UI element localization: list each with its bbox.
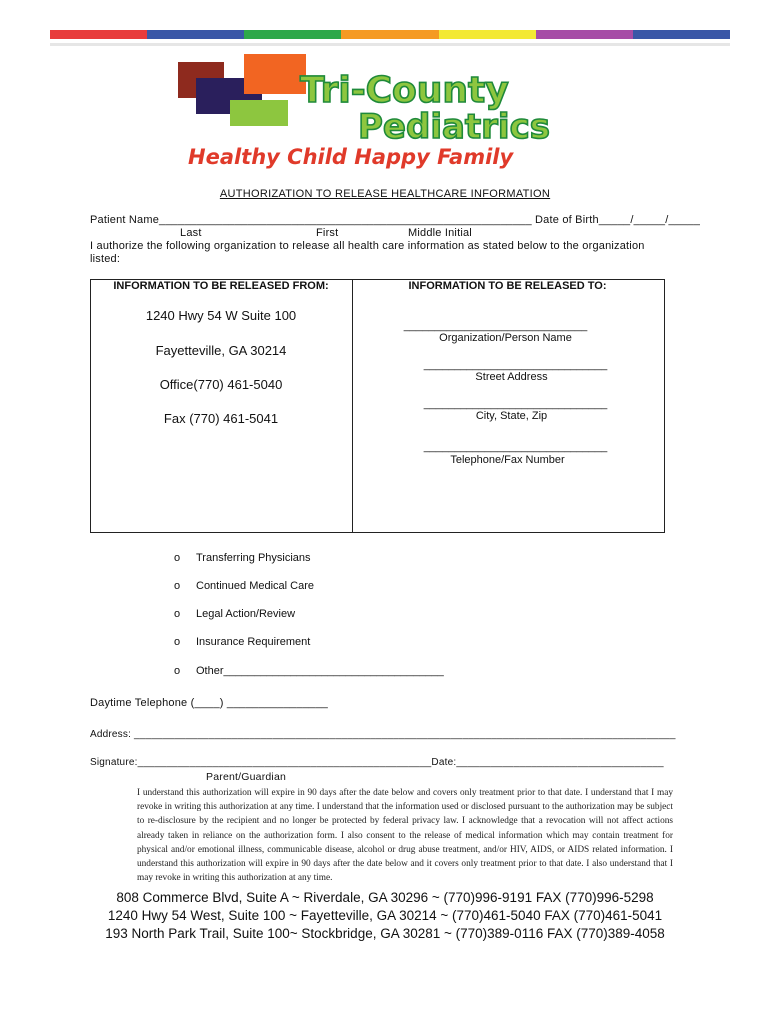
authorization-disclaimer: I understand this authorization will expire in 90 days after the date below and covers only treatment prior to that date. I understand that I may revoke in writing this authorization at any time. I understand that the information used or disclosed pursuant to the authorization may be subject to re-disclosure by the recipient and no longer be protected by federal privacy law. I acknowledge that a revocation will not affect actions already taken in reliance on the authorization form. I also consent to the release of medical information which may contain treatment for physical and/or emotional illness, communicable disease, alcohol or drug abuse treatment, and/or HIV, AIDS, or AIDS related information. I understand this authorization will expire in 90 days after the date below and it covers only treatment prior to that date. I also understand that I may revoke in writing this authorization at any time. — [137, 788, 673, 884]
patient-name-field[interactable]: Patient Name___________________________________________________________ Date of Birth_____/_____/_____ — [90, 214, 701, 226]
purpose-option-other[interactable]: Other____________________________________ — [196, 665, 444, 677]
purpose-option: Transferring Physicians — [196, 552, 311, 564]
released-to-city-label: City, State, Zip — [475, 410, 548, 422]
purpose-marker[interactable]: o — [174, 580, 181, 592]
released-from-office: Office(770) 461-5040 — [159, 377, 283, 392]
name-label-last: Last — [180, 227, 202, 239]
released-from-heading: INFORMATION TO BE RELEASED FROM: — [113, 280, 329, 292]
released-to-heading: INFORMATION TO BE RELEASED TO: — [408, 280, 607, 292]
parent-guardian-label: Parent/Guardian — [206, 771, 287, 783]
stripe-segment-orange — [341, 30, 438, 39]
stripe-segment-blue-2 — [633, 30, 730, 39]
released-to-street-blank[interactable]: ______________________________ — [423, 359, 608, 371]
logo-square-green — [230, 100, 288, 126]
signature-date-field[interactable]: Signature:___________________________________________________Date:____________________________________ — [90, 757, 664, 768]
released-from-fax: Fax (770) 461-5041 — [163, 411, 279, 426]
daytime-telephone-field[interactable]: Daytime Telephone (____) ________________ — [90, 697, 328, 709]
stripe-segment-blue — [147, 30, 244, 39]
purpose-option: Legal Action/Review — [196, 608, 296, 620]
authorize-statement-line1: I authorize the following organization to release all health care information as stated below to the organization — [90, 240, 645, 252]
released-to-phone-label: Telephone/Fax Number — [450, 454, 565, 466]
name-label-first: First — [316, 227, 339, 239]
released-to-street-label: Street Address — [475, 371, 548, 383]
footer-address-stockbridge: 193 North Park Trail, Suite 100~ Stockbridge, GA 30281 ~ (770)389-0116 FAX (770)389-4058 — [105, 926, 665, 941]
released-to-org-label: Organization/Person Name — [439, 332, 572, 344]
name-label-middle: Middle Initial — [408, 227, 472, 239]
authorize-statement-line2: listed: — [90, 253, 121, 265]
purpose-marker[interactable]: o — [174, 636, 181, 648]
footer-address-riverdale: 808 Commerce Blvd, Suite A ~ Riverdale, GA 30296 ~ (770)996-9191 FAX (770)996-5298 — [116, 890, 654, 905]
released-to-phone-blank[interactable]: ______________________________ — [423, 441, 608, 453]
stripe-segment-purple — [536, 30, 633, 39]
purpose-marker[interactable]: o — [174, 665, 181, 677]
stripe-segment-yellow — [439, 30, 536, 39]
tri-county-pediatrics-logo — [170, 52, 640, 174]
logo-line2: Pediatrics — [358, 107, 550, 147]
released-from-address1: 1240 Hwy 54 W Suite 100 — [145, 308, 297, 323]
stripe-segment-red — [50, 30, 147, 39]
released-from-address2: Fayetteville, GA 30214 — [155, 343, 287, 358]
purpose-option: Insurance Requirement — [196, 636, 311, 648]
stripe-segment-green — [244, 30, 341, 39]
header-color-stripe — [50, 30, 730, 39]
purpose-marker[interactable]: o — [174, 552, 181, 564]
form-title: AUTHORIZATION TO RELEASE HEALTHCARE INFORMATION — [219, 188, 551, 200]
logo-tagline: Healthy Child Happy Family — [188, 145, 514, 169]
purpose-marker[interactable]: o — [174, 608, 181, 620]
released-to-org-blank[interactable]: ______________________________ — [403, 320, 588, 332]
purpose-option: Continued Medical Care — [196, 580, 315, 592]
logo-square-orange — [244, 54, 306, 94]
footer-address-fayetteville: 1240 Hwy 54 West, Suite 100 ~ Fayetteville, GA 30214 ~ (770)461-5040 FAX (770)461-5041 — [107, 908, 663, 923]
logo-line1: Tri-County — [300, 70, 509, 111]
released-to-city-blank[interactable]: ______________________________ — [423, 398, 608, 410]
address-field[interactable]: Address: ______________________________________________________________________________________________ — [90, 729, 676, 740]
release-info-divider — [352, 279, 353, 532]
stripe-shadow — [50, 43, 730, 46]
